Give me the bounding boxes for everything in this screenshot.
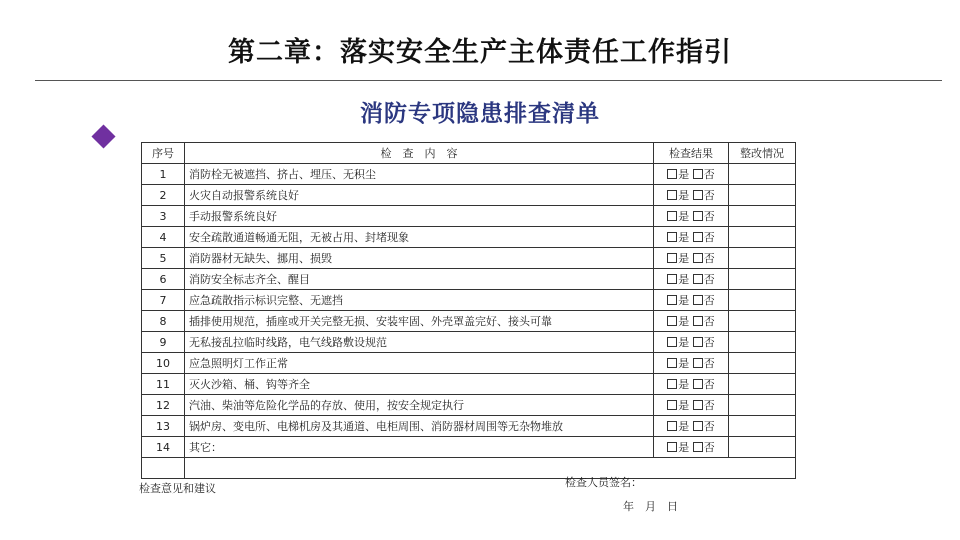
no-label: 否 <box>703 168 715 181</box>
no-checkbox[interactable] <box>693 337 703 347</box>
yes-checkbox[interactable] <box>667 211 677 221</box>
header-fix: 整改情况 <box>729 143 796 164</box>
table-row <box>142 437 796 458</box>
yes-checkbox[interactable] <box>667 379 677 389</box>
yes-label: 是 <box>678 168 690 181</box>
row-content: 消防安全标志齐全、醒目 <box>185 269 654 290</box>
fix-cell[interactable] <box>729 206 796 227</box>
yes-checkbox[interactable] <box>667 400 677 410</box>
date-label: 年 月 日 <box>623 500 678 513</box>
no-checkbox[interactable] <box>693 295 703 305</box>
no-label: 否 <box>703 420 715 433</box>
yes-checkbox[interactable] <box>667 169 677 179</box>
no-checkbox[interactable] <box>693 400 703 410</box>
no-label: 否 <box>703 378 715 391</box>
row-number: 11 <box>142 374 185 395</box>
no-checkbox[interactable] <box>693 190 703 200</box>
table-row <box>142 227 796 248</box>
fix-cell[interactable] <box>729 374 796 395</box>
yes-checkbox[interactable] <box>667 274 677 284</box>
row-number: 6 <box>142 269 185 290</box>
yes-label: 是 <box>678 252 690 265</box>
result-options <box>654 164 729 185</box>
yes-label: 是 <box>678 189 690 202</box>
row-content: 火灾自动报警系统良好 <box>185 185 654 206</box>
yes-checkbox[interactable] <box>667 442 677 452</box>
no-checkbox[interactable] <box>693 232 703 242</box>
no-label: 否 <box>703 252 715 265</box>
table-row <box>142 416 796 437</box>
row-number: 1 <box>142 164 185 185</box>
yes-label: 是 <box>678 273 690 286</box>
yes-label: 是 <box>678 441 690 454</box>
table-row <box>142 269 796 290</box>
table-row <box>142 248 796 269</box>
table-header-row <box>142 143 796 164</box>
row-number: 14 <box>142 437 185 458</box>
table-row <box>142 290 796 311</box>
no-checkbox[interactable] <box>693 421 703 431</box>
row-content: 消防器材无缺失、挪用、损毁 <box>185 248 654 269</box>
row-content: 汽油、柴油等危险化学品的存放、使用，按安全规定执行 <box>185 395 654 416</box>
no-checkbox[interactable] <box>693 379 703 389</box>
row-number: 3 <box>142 206 185 227</box>
yes-checkbox[interactable] <box>667 421 677 431</box>
row-number: 9 <box>142 332 185 353</box>
no-checkbox[interactable] <box>693 442 703 452</box>
row-number: 13 <box>142 416 185 437</box>
row-content: 手动报警系统良好 <box>185 206 654 227</box>
result-options <box>654 437 729 458</box>
fix-cell[interactable] <box>729 164 796 185</box>
row-content: 无私接乱拉临时线路，电气线路敷设规范 <box>185 332 654 353</box>
header-no: 序号 <box>142 143 185 164</box>
no-label: 否 <box>703 210 715 223</box>
yes-label: 是 <box>678 336 690 349</box>
no-label: 否 <box>703 189 715 202</box>
no-label: 否 <box>703 294 715 307</box>
yes-checkbox[interactable] <box>667 316 677 326</box>
fix-cell[interactable] <box>729 395 796 416</box>
header-result: 检查结果 <box>654 143 729 164</box>
table-row <box>142 206 796 227</box>
no-label: 否 <box>703 357 715 370</box>
fix-cell[interactable] <box>729 227 796 248</box>
row-content: 锅炉房、变电所、电梯机房及其通道、电柜周围、消防器材周围等无杂物堆放 <box>185 416 654 437</box>
title-divider <box>35 80 942 81</box>
yes-label: 是 <box>678 420 690 433</box>
row-content: 消防栓无被遮挡、挤占、埋压、无积尘 <box>185 164 654 185</box>
no-label: 否 <box>703 315 715 328</box>
no-label: 否 <box>703 399 715 412</box>
row-content: 其它： <box>185 437 654 458</box>
no-checkbox[interactable] <box>693 358 703 368</box>
table-row <box>142 353 796 374</box>
result-options <box>654 185 729 206</box>
table-row <box>142 395 796 416</box>
row-content: 灭火沙箱、桶、钩等齐全 <box>185 374 654 395</box>
yes-checkbox[interactable] <box>667 232 677 242</box>
table-row <box>142 332 796 353</box>
fix-cell[interactable] <box>729 311 796 332</box>
fix-cell[interactable] <box>729 269 796 290</box>
result-options <box>654 227 729 248</box>
fix-cell[interactable] <box>729 248 796 269</box>
no-checkbox[interactable] <box>693 169 703 179</box>
result-options <box>654 290 729 311</box>
no-checkbox[interactable] <box>693 316 703 326</box>
footer-label: 检查意见和建议 <box>139 482 216 495</box>
no-label: 否 <box>703 441 715 454</box>
yes-label: 是 <box>678 399 690 412</box>
result-options <box>654 269 729 290</box>
yes-label: 是 <box>678 294 690 307</box>
table-row <box>142 185 796 206</box>
fix-cell[interactable] <box>729 185 796 206</box>
table-row <box>142 374 796 395</box>
signer-label: 检查人员签名： <box>565 476 642 489</box>
no-checkbox[interactable] <box>693 274 703 284</box>
row-number: 8 <box>142 311 185 332</box>
footer-area <box>139 458 796 513</box>
result-options <box>654 206 729 227</box>
checklist-table <box>139 142 796 513</box>
row-content: 应急照明灯工作正常 <box>185 353 654 374</box>
page-title: 第二章：落实安全生产主体责任工作指引 <box>228 37 732 68</box>
yes-label: 是 <box>678 210 690 223</box>
no-label: 否 <box>703 231 715 244</box>
result-options <box>654 332 729 353</box>
yes-label: 是 <box>678 357 690 370</box>
fix-cell[interactable] <box>729 437 796 458</box>
row-number: 10 <box>142 353 185 374</box>
table-row <box>142 164 796 185</box>
result-options <box>654 353 729 374</box>
yes-label: 是 <box>678 231 690 244</box>
row-number: 7 <box>142 290 185 311</box>
no-checkbox[interactable] <box>693 253 703 263</box>
result-options <box>654 416 729 437</box>
table-footer-row <box>142 458 796 479</box>
fix-cell[interactable] <box>729 332 796 353</box>
checklist-subtitle: 消防专项隐患排查清单 <box>360 101 600 127</box>
fix-cell[interactable] <box>729 290 796 311</box>
fix-cell[interactable] <box>729 353 796 374</box>
row-number: 5 <box>142 248 185 269</box>
yes-checkbox[interactable] <box>667 253 677 263</box>
row-number: 4 <box>142 227 185 248</box>
fix-cell[interactable] <box>729 416 796 437</box>
row-content: 安全疏散通道畅通无阻，无被占用、封堵现象 <box>185 227 654 248</box>
row-content: 插排使用规范，插座或开关完整无损、安装牢固、外壳罩盖完好、接头可靠 <box>185 311 654 332</box>
no-label: 否 <box>703 273 715 286</box>
row-number: 12 <box>142 395 185 416</box>
yes-label: 是 <box>678 315 690 328</box>
row-number: 2 <box>142 185 185 206</box>
yes-checkbox[interactable] <box>667 295 677 305</box>
result-options <box>654 311 729 332</box>
yes-label: 是 <box>678 378 690 391</box>
yes-checkbox[interactable] <box>667 358 677 368</box>
table-row <box>142 311 796 332</box>
diamond-bullet-icon <box>91 124 115 148</box>
yes-checkbox[interactable] <box>667 190 677 200</box>
no-checkbox[interactable] <box>693 211 703 221</box>
no-label: 否 <box>703 336 715 349</box>
result-options <box>654 374 729 395</box>
header-content: 检 查 内 容 <box>185 143 654 164</box>
result-options <box>654 395 729 416</box>
result-options <box>654 248 729 269</box>
row-content: 应急疏散指示标识完整、无遮挡 <box>185 290 654 311</box>
yes-checkbox[interactable] <box>667 337 677 347</box>
